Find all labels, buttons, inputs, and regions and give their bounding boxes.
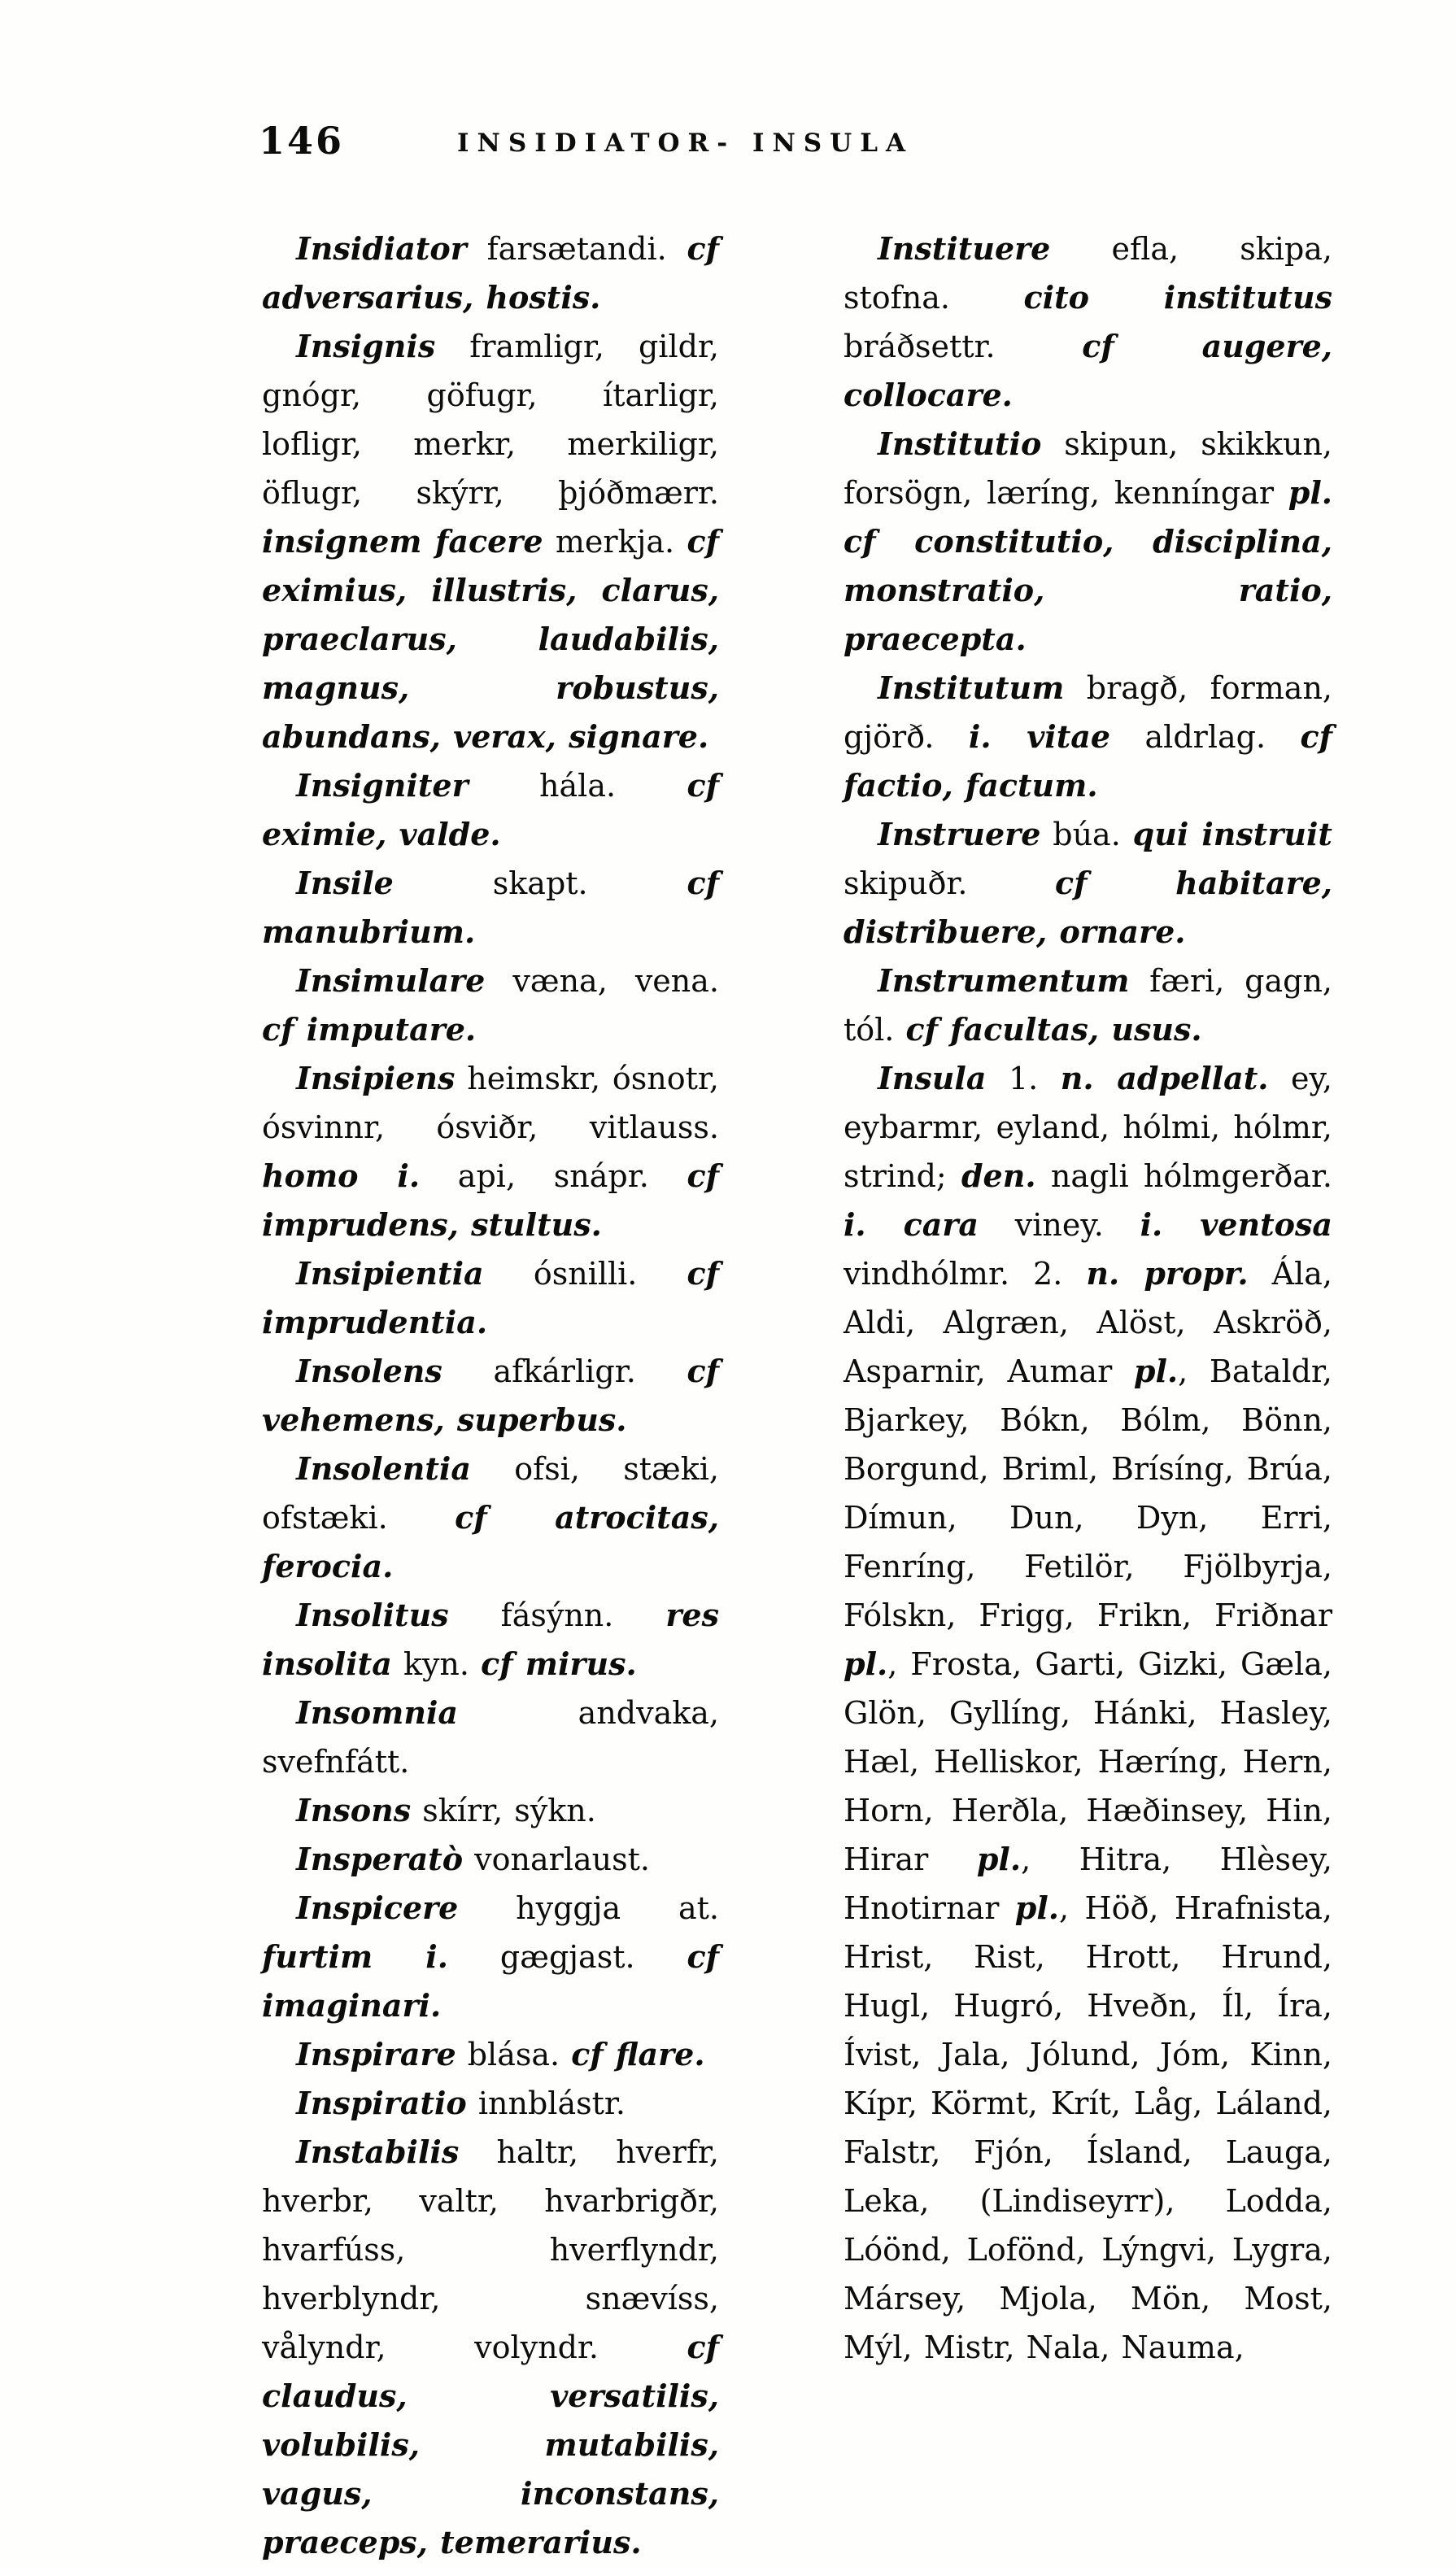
dictionary-entry bbox=[262, 761, 719, 859]
definition-text: skírr, sýkn. bbox=[411, 1793, 596, 1828]
entry-headword: Insidiator bbox=[296, 230, 467, 267]
latin-reference: cf imprudentia. bbox=[262, 1255, 719, 1340]
entry-headword: Insolitus bbox=[296, 1597, 449, 1633]
latin-reference: cf vehemens, superbus. bbox=[262, 1353, 719, 1438]
latin-reference: den. bbox=[961, 1157, 1036, 1194]
latin-reference: cf eximie, valde. bbox=[262, 767, 719, 852]
latin-reference: pl. bbox=[976, 1841, 1022, 1877]
entry-headword: Instrumentum bbox=[878, 962, 1130, 999]
definition-text: innblástr. bbox=[466, 2085, 626, 2121]
entry-headword: Insolentia bbox=[296, 1450, 471, 1487]
definition-text: ofsi, stæki, ofstæki. bbox=[262, 1451, 719, 1536]
definition-text: nagli hólmgerðar. bbox=[1035, 1158, 1332, 1194]
definition-text: kyn. bbox=[391, 1646, 482, 1682]
definition-text: ósnilli. bbox=[483, 1256, 687, 1292]
entry-headword: Insolens bbox=[296, 1353, 442, 1389]
latin-reference: i. cara bbox=[844, 1206, 979, 1243]
definition-text: merkja. bbox=[543, 524, 687, 560]
right-column bbox=[844, 224, 1332, 2372]
definition-text: , Hitra, Hlèsey, Hnotirnar bbox=[844, 1841, 1333, 1926]
dictionary-entry bbox=[262, 2030, 719, 2079]
latin-reference: cf flare. bbox=[571, 2036, 705, 2072]
definition-text: búa. bbox=[1040, 817, 1133, 852]
latin-reference: i. ventosa bbox=[1140, 1206, 1332, 1243]
definition-text: framligr, gildr, gnógr, göfugr, ítarligr, lofligr, merkr, merkiligr, öflugr, skýrr, þjóðmærr. bbox=[262, 329, 719, 511]
latin-reference: cf augere, collocare. bbox=[844, 328, 1332, 413]
latin-reference: cf factio, factum. bbox=[844, 718, 1332, 804]
dictionary-entry bbox=[844, 1054, 1332, 2372]
latin-reference: cf manubrium. bbox=[262, 865, 719, 950]
dictionary-entry bbox=[262, 1249, 719, 1347]
definition-text: api, snápr. bbox=[420, 1158, 687, 1194]
latin-reference: cf habitare, distribuere, ornare. bbox=[844, 865, 1332, 950]
definition-text: 1. bbox=[986, 1061, 1061, 1096]
entry-headword: Instabilis bbox=[296, 2133, 460, 2170]
entry-headword: Insperatò bbox=[296, 1841, 464, 1877]
dictionary-entry bbox=[262, 1884, 719, 2030]
latin-reference: pl. bbox=[1014, 1889, 1060, 1926]
latin-reference: cf atrocitas, ferocia. bbox=[262, 1499, 719, 1584]
latin-reference: n. propr. bbox=[1086, 1255, 1249, 1292]
dictionary-entry bbox=[262, 859, 719, 957]
entry-headword: Inspiratio bbox=[296, 2085, 467, 2121]
entry-headword: Institutio bbox=[878, 425, 1042, 462]
entry-headword: Insons bbox=[296, 1792, 412, 1828]
entry-headword: Insipientia bbox=[296, 1255, 484, 1292]
definition-text: bráðsettr. bbox=[844, 329, 1083, 364]
dictionary-entry bbox=[844, 224, 1332, 420]
latin-reference: cf imputare. bbox=[262, 1011, 477, 1048]
latin-reference: pl. bbox=[844, 1645, 888, 1682]
definition-text: blása. bbox=[456, 2037, 572, 2072]
latin-reference: cf imprudens, stultus. bbox=[262, 1157, 719, 1243]
definition-text: viney. bbox=[978, 1207, 1140, 1243]
dictionary-entry bbox=[262, 1835, 719, 1884]
entry-headword: Institutum bbox=[878, 669, 1065, 706]
dictionary-entry bbox=[262, 1347, 719, 1445]
dictionary-entry bbox=[262, 322, 719, 761]
left-column bbox=[262, 224, 719, 2567]
latin-reference: res insolita bbox=[262, 1597, 719, 1682]
entry-headword: Inspicere bbox=[296, 1889, 459, 1926]
latin-reference: cf claudus, versatilis, volubilis, mutabilis, vagus, inconstans, praeceps, temerarius. bbox=[262, 2329, 719, 2560]
definition-text: farsætandi. bbox=[466, 231, 687, 267]
definition-text: , Bataldr, Bjarkey, Bókn, Bólm, Bönn, Borgund, Briml, Brísíng, Brúa, Dímun, Dun, Dyn, Erri, Fenríng, Fetilör, Fjölbyrja, Fólskn, Frigg, Frikn, Friðnar bbox=[844, 1353, 1332, 1633]
definition-text: skapt. bbox=[393, 865, 687, 901]
dictionary-entry bbox=[844, 810, 1332, 957]
definition-text: færi, gagn, tól. bbox=[844, 963, 1332, 1048]
latin-reference: cf imaginari. bbox=[262, 1938, 719, 2024]
dictionary-entry bbox=[262, 1591, 719, 1689]
entry-headword: Insula bbox=[878, 1060, 987, 1096]
latin-reference: insignem facere bbox=[262, 523, 543, 560]
definition-text: ey, eybarmr, eyland, hólmi, hólmr, strind; bbox=[844, 1061, 1332, 1194]
definition-text: hála. bbox=[468, 768, 687, 804]
definition-text: vonarlaust. bbox=[463, 1841, 650, 1877]
entry-headword: Instruere bbox=[878, 816, 1041, 852]
dictionary-entry bbox=[262, 1054, 719, 1249]
definition-text: , Frosta, Garti, Gizki, Gæla, Glön, Gyllíng, Hánki, Hasley, Hæl, Helliskor, Hæríng, Hern, Horn, Herðla, Hæðinsey, Hin, Hirar bbox=[844, 1646, 1332, 1877]
latin-reference: pl. bbox=[1133, 1353, 1179, 1389]
dictionary-entry bbox=[262, 2079, 719, 2128]
definition-text: efla, skipa, stofna. bbox=[844, 231, 1332, 316]
dictionary-entry bbox=[262, 1786, 719, 1835]
latin-reference: furtim i. bbox=[262, 1938, 448, 1975]
definition-text: aldrlag. bbox=[1110, 719, 1301, 755]
definition-text: vindhólmr. 2. bbox=[844, 1256, 1087, 1292]
running-title: INSIDIATOR- INSULA bbox=[457, 129, 914, 158]
entry-headword: Insimulare bbox=[296, 962, 486, 999]
dictionary-entry bbox=[262, 1689, 719, 1786]
entry-headword: Insomnia bbox=[296, 1694, 459, 1731]
latin-reference: homo i. bbox=[262, 1157, 421, 1194]
definition-text: haltr, hverfr, hverbr, valtr, hvarbrigðr, hvarfúss, hverflyndr, hverblyndr, snævíss, vålyndr, volyndr. bbox=[262, 2134, 719, 2365]
entry-headword: Inspirare bbox=[296, 2036, 456, 2072]
latin-reference: cf mirus. bbox=[481, 1645, 637, 1682]
definition-text: heimskr, ósnotr, ósvinnr, ósviðr, vitlauss. bbox=[262, 1061, 719, 1145]
latin-reference: qui instruit bbox=[1132, 816, 1332, 852]
page-number: 146 bbox=[259, 119, 345, 163]
dictionary-entry bbox=[262, 957, 719, 1054]
latin-reference: pl. cf constitutio, disciplina, monstratio, ratio, praecepta. bbox=[844, 474, 1332, 657]
definition-text: gægjast. bbox=[447, 1939, 687, 1975]
dictionary-entry bbox=[262, 2128, 719, 2567]
definition-text: skipun, skikkun, forsögn, læríng, kenníngar bbox=[844, 426, 1332, 511]
definition-text: hyggja at. bbox=[458, 1890, 719, 1926]
latin-reference: n. adpellat. bbox=[1060, 1060, 1269, 1096]
dictionary-entry bbox=[262, 224, 719, 322]
latin-reference: cf eximius, illustris, clarus, praeclarus, laudabilis, magnus, robustus, abundans, verax, signare. bbox=[262, 523, 719, 755]
definition-text: væna, vena. bbox=[485, 963, 719, 999]
entry-headword: Insile bbox=[296, 865, 394, 901]
latin-reference: i. vitae bbox=[968, 718, 1111, 755]
dictionary-entry bbox=[844, 420, 1332, 664]
definition-text: , Höð, Hrafnista, Hrist, Rist, Hrott, Hrund, Hugl, Hugró, Hveðn, Íl, Íra, Ívist, Jala, Jólund, Jóm, Kinn, Kípr, Körmt, Krít, Låg, Láland, Falstr, Fjón, Ísland, Lauga, Leka, (Lindiseyrr), Lodda, Lóönd, Lofönd, Lýngvi, Lygra, Mársey, Mjola, Mön, Most, Mýl, Mistr, Nala, Nauma, bbox=[844, 1890, 1332, 2365]
dictionary-entry bbox=[844, 664, 1332, 810]
definition-text: Ála, Aldi, Algræn, Alöst, Askröð, Asparnir, Aumar bbox=[844, 1256, 1332, 1389]
entry-headword: Instituere bbox=[878, 230, 1051, 267]
definition-text: skipuðr. bbox=[844, 865, 1055, 901]
latin-reference: cito institutus bbox=[1023, 279, 1332, 316]
latin-reference: cf adversarius, hostis. bbox=[262, 230, 719, 316]
dictionary-entry bbox=[262, 1445, 719, 1591]
definition-text: fásýnn. bbox=[448, 1597, 666, 1633]
definition-text: bragð, forman, gjörð. bbox=[844, 670, 1332, 755]
entry-headword: Insigniter bbox=[296, 767, 469, 804]
definition-text: afkárligr. bbox=[442, 1353, 687, 1389]
entry-headword: Insignis bbox=[296, 328, 436, 364]
entry-headword: Insipiens bbox=[296, 1060, 456, 1096]
dictionary-entry bbox=[844, 957, 1332, 1054]
definition-text: andvaka, svefnfátt. bbox=[262, 1695, 719, 1780]
latin-reference: cf facultas, usus. bbox=[905, 1011, 1202, 1048]
